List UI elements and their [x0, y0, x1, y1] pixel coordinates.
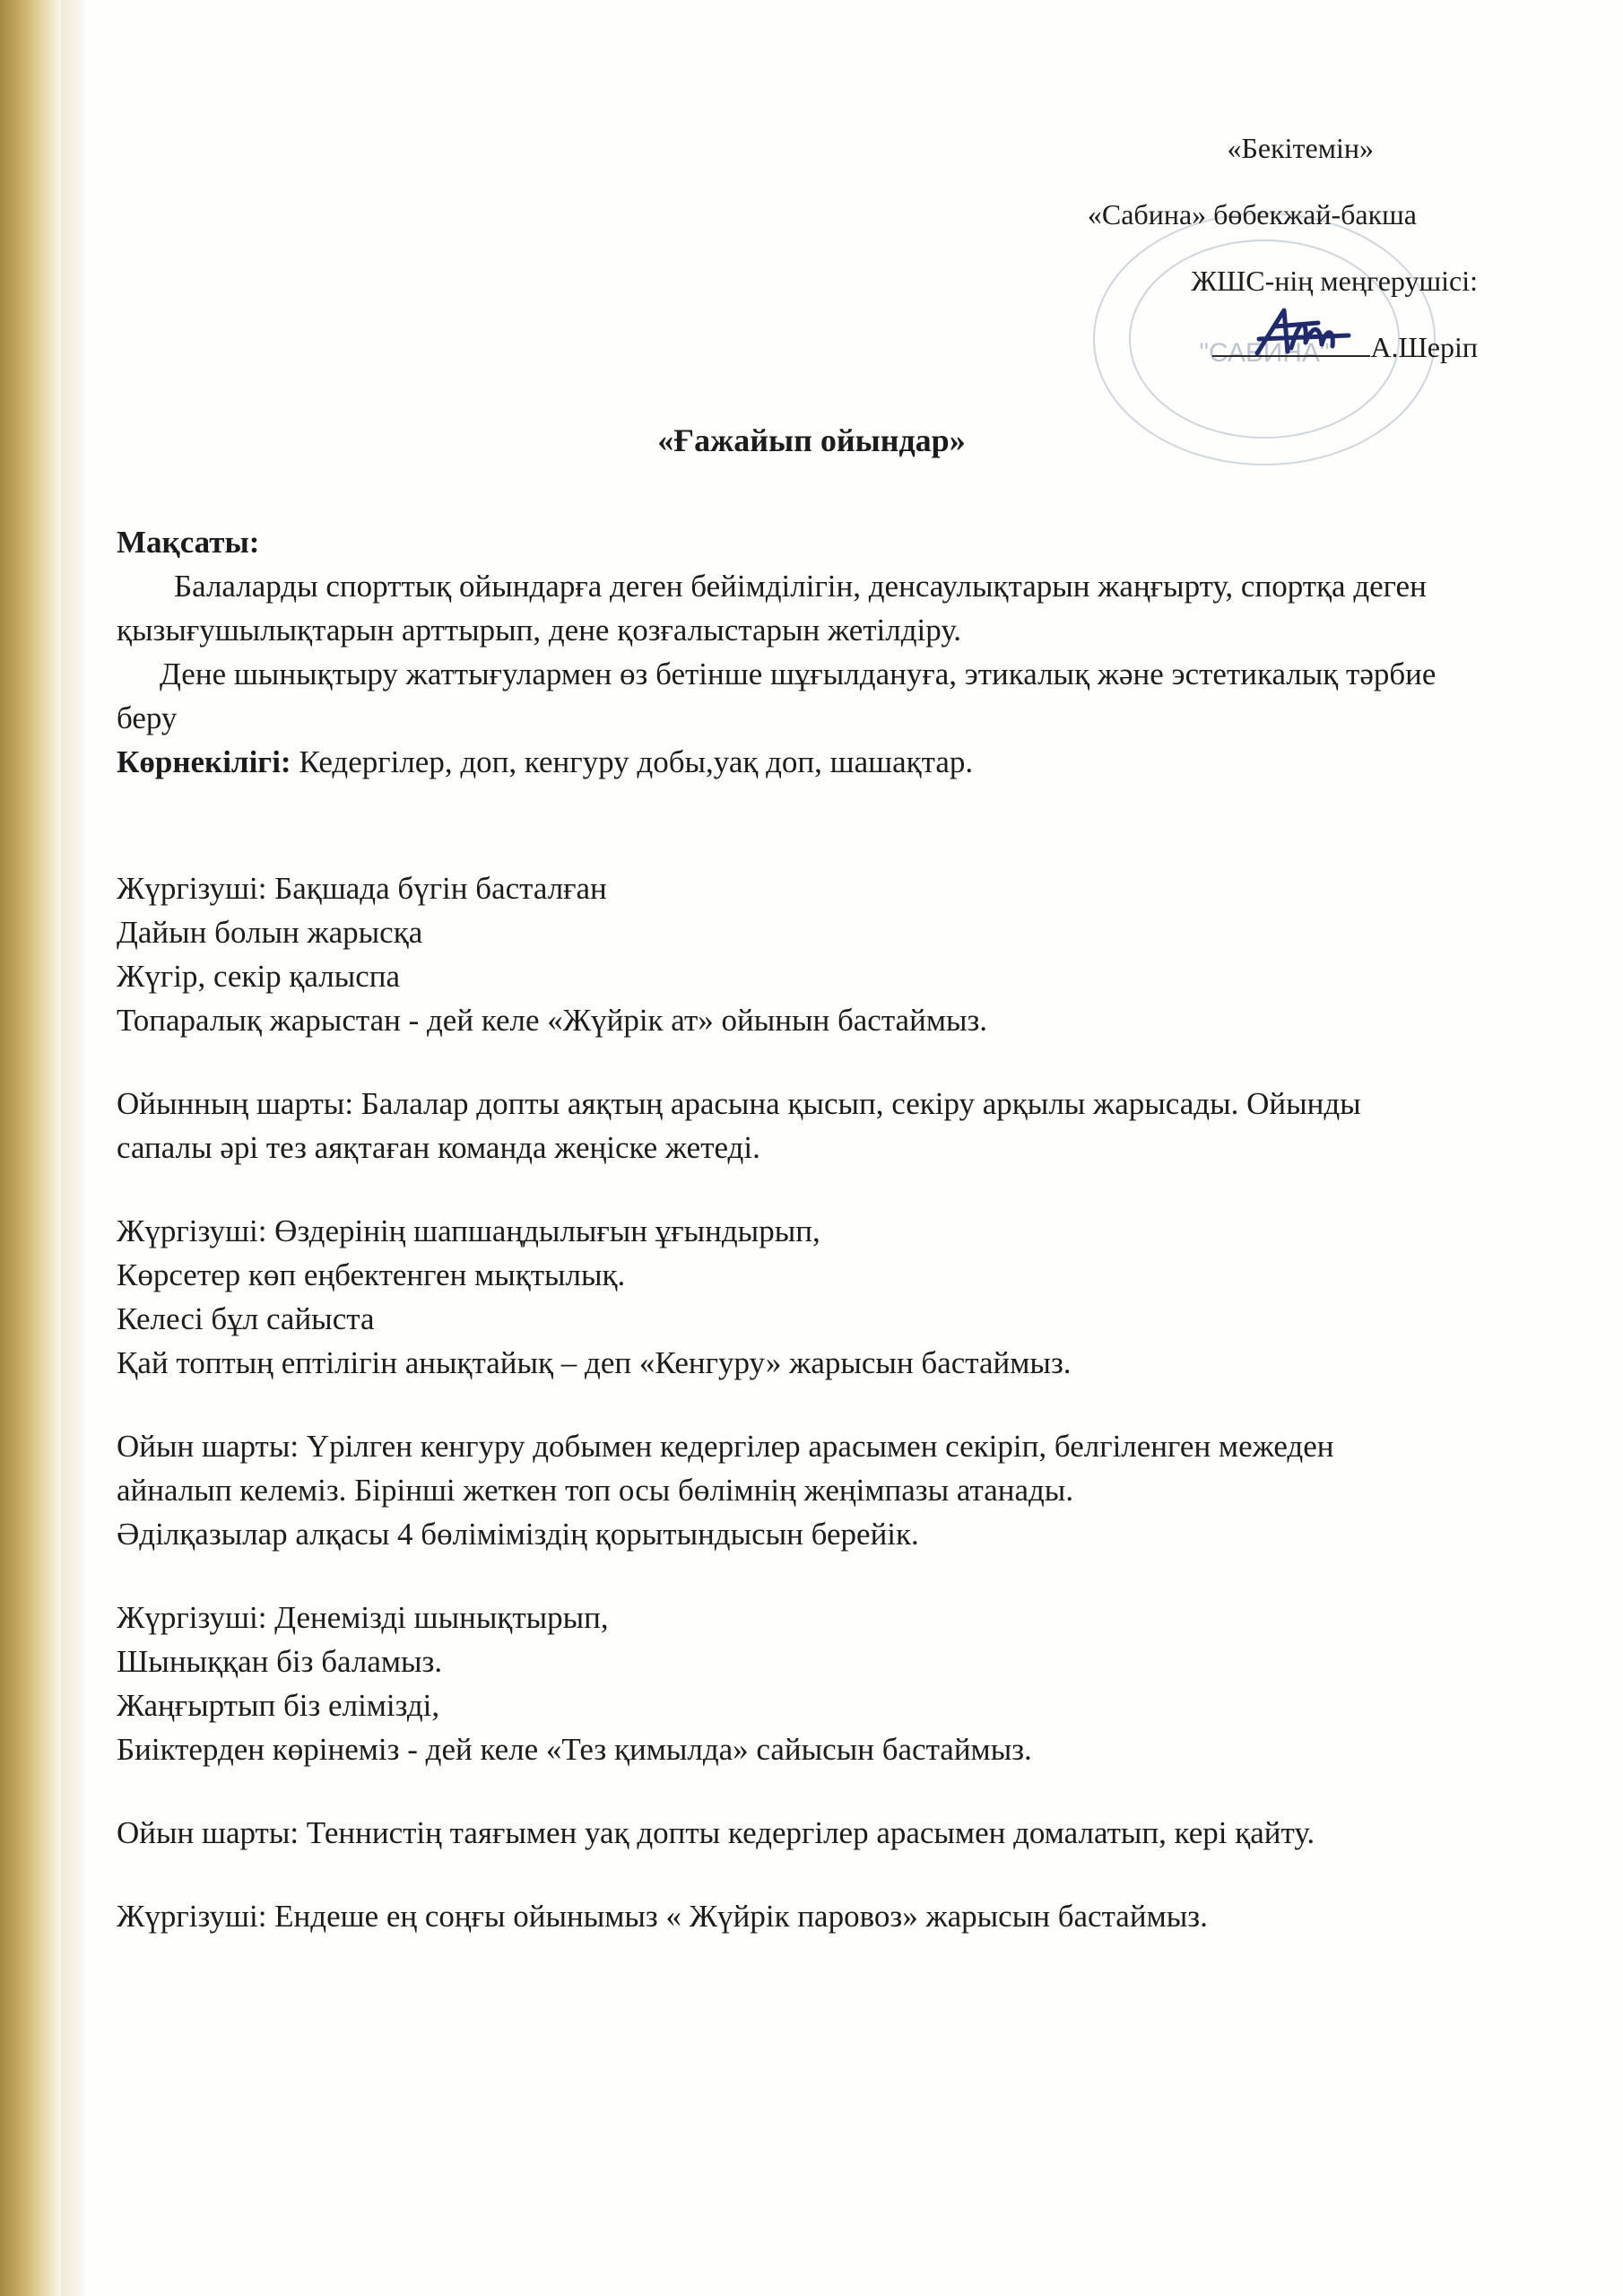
- game-rule-3: Ойын шарты: Теннистің таяғымен уақ допты кедергілер арасымен домалатып, кері қайту.: [117, 1815, 1315, 1850]
- host-line: Жүргізуші: Бақшада бүгін басталған: [117, 871, 607, 906]
- approval-label: «Бекітемін»: [1227, 132, 1374, 164]
- signature-icon: [1248, 300, 1356, 371]
- host-line: Жүргізуші: Денемізді шынықтырып,: [117, 1600, 609, 1635]
- host-line: Топаралық жарыстан - дей келе «Жүйрік ат» ойынын бастаймыз.: [117, 1003, 988, 1038]
- scan-page-edge: [0, 0, 61, 2296]
- host-line: Қай топтың ептілігін анықтайық – деп «Кенгуру» жарысын бастаймыз.: [117, 1345, 1072, 1380]
- head-name: А.Шеріп: [1370, 331, 1478, 363]
- host-line: Биіктерден көрінеміз - дей келе «Тез қимылда» сайысын бастаймыз.: [117, 1732, 1032, 1767]
- host-line: Шыныққан біз баламыз.: [117, 1644, 443, 1679]
- visuals-label: Көрнекілігі:: [117, 744, 291, 779]
- host-line: Жаңғыртып біз елімізді,: [117, 1688, 440, 1723]
- game-rule-1: Ойынның шарты: Балалар допты аяқтың арасына қысып, секіру арқылы жарысады. Ойынды сапалы әрі тез аяқтаған команда жеңіске жетеді.: [117, 1086, 1361, 1165]
- scan-page-edge-shade: [61, 0, 88, 2296]
- host-line-final: Жүргізуші: Ендеше ең соңғы ойынымыз « Жүйрік паровоз» жарысын бастаймыз.: [117, 1899, 1208, 1934]
- signature-line: [610, 314, 1478, 380]
- head-position: ЖШС-нің меңгерушісі:: [1191, 265, 1478, 297]
- visuals-paragraph: [117, 740, 1444, 784]
- judges-line: Әділқазылар алқасы 4 бөліміміздің қорытындысын берейік.: [117, 1517, 919, 1552]
- stamp-text: "САБИНА": [1199, 338, 1330, 368]
- host-line: Көрсетер көп еңбектенген мықтылық.: [117, 1257, 626, 1292]
- goal-heading: Мақсаты:: [117, 525, 260, 560]
- host-line: Келесі бұл сайыста: [117, 1301, 375, 1336]
- document-body: [117, 520, 1444, 1938]
- host-line: Жүргізуші: Өздерінің шапшаңдылығын ұғындырып,: [117, 1213, 820, 1248]
- document-title: «Ғажайып ойындар»: [657, 422, 966, 458]
- kindergarten-name: «Сабина» бөбекжай-бакша: [1087, 198, 1417, 230]
- approval-block: [610, 115, 1478, 380]
- visuals-text: Кедергілер, доп, кенгуру добы,уақ доп, шашақтар.: [291, 744, 974, 779]
- host-line: Дайын болын жарысқа: [117, 915, 423, 950]
- goal-paragraph-2: Дене шынықтыру жаттығулармен өз бетінше шұғылдануға, этикалық және эстетикалық тәрбие беру: [117, 657, 1436, 735]
- signature-underline: [1212, 328, 1370, 357]
- host-line: Жүгір, секір қалыспа: [117, 959, 401, 994]
- goal-paragraph-1: Балаларды спорттық ойындарға деген бейімділігін, денсаулықтарын жаңғырту, спортқа деген қызығушылықтарын арттырып, дене қозғалыстарын жетілдіру.: [117, 569, 1427, 648]
- game-rule-2: Ойын шарты: Үрілген кенгуру добымен кедергілер арасымен секіріп, белгіленген межеден айналып келеміз. Бірінші жеткен топ осы бөлімнің жеңімпазы атанады.: [117, 1429, 1334, 1508]
